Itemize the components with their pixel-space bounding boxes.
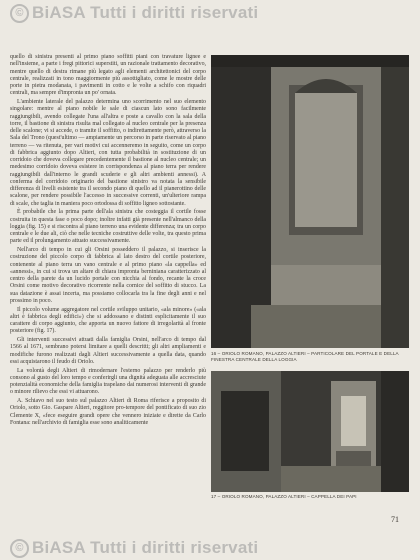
- paragraph-5: Il piccolo volume aggregatore nel cortile sviluppo unitario, «ala minore» («ala altri è fabbrica degli edifici») che si addossano e distinti esplicitamente il suo carattere di corpo aggiunto, che apporta un nuovo fattore di irregolarità al fronte posteriore (fig. 17).: [10, 306, 206, 335]
- paragraph-2: L'ambiente laterale del palazzo determina uno scorrimento nel suo elemento singolare: mentre al piano nobile le sale di ciascun lato sono facilmente raggiungibili, avendo collegate l'una all'altra e poste a cavallo con la sala della torre, il bastione di sinistra risulta mal collegato al nucleo centrale per la presenza delle scalone; vi si accede, o tramite il soffitto, o indirettamente però, attraverso la Sala del Trono (quest'ultimo — ampiamente un percorso in parte riservato al piano terreno — va ritenuta, per vari motivi cui accenneremo in seguito, come un corpo di fabbrica aggiunto dopo Altieri, con tutta probabilità in sostituzione di un corridoio che doveva collegare precedentemente il bastione al nucleo centrale; un medesimo corridoio doveva esistere in corrispondenza al piano terra per rendere raggiungibili dall'interno le grandi scuderie e gli altri ambienti annessi). A conferma del corridoio originario del bastione sinistro va notata la sensibile differenza di livelli esistente tra il secondo piano di quello ad il pianerottino delle scalone, per rendere possibile l'accesso in successive correnti, un'ulteriore rampa di scale, che taglia in maniera poco ortodossa di soffitto ligneo sottostante.: [10, 99, 206, 207]
- photo-cappella-dei-papi: [211, 371, 409, 492]
- watermark-bottom-text: BiASA Tutti i diritti riservati: [32, 538, 259, 557]
- caption-figure-17: 17 – ORIOLO ROMANO, PALAZZO ALTIERI – CAPPELLA DEI PAPI: [211, 494, 357, 499]
- copyright-logo-icon: ©: [10, 539, 29, 558]
- caption-figure-16: 16 – ORIOLO ROMANO, PALAZZO ALTIERI – PARTICOLARE DEL PORTALE E DELLA FINESTRA CENTRALE DELLA LOGGIA: [211, 351, 399, 362]
- watermark-bottom: [10, 538, 258, 558]
- paragraph-1: quello di sinistra presenti al primo piano soffitti piani con travature lignee e nell'insieme, a parte i fregi pittorici superstiti, un razionale trattamento decorativo, mentre quello di destra rimane più legato agli elementi architettonici del corpo centrale, realizzati in tono maggiormente più assottigliato, come le mostre delle porte in pietra modanata, i pavimenti in cotto e le volte a schifo con riquadri centrali, ma sempre d'impronta un po' ornata.: [10, 54, 206, 97]
- photo-portal-loggia: [211, 55, 409, 348]
- copyright-logo-icon: ©: [10, 4, 29, 23]
- watermark-top-text: BiASA Tutti i diritti riservati: [32, 3, 259, 22]
- paragraph-7: La volontà degli Altieri di rimodernare l'esterno palazzo per renderlo più consono al gusto del loro tempo e conferirgli una dignità adeguata alle accresciute potenzialità economiche della famiglia trapelano dai numerosi interventi di grande o minore rilievo che essi vi attuarono.: [10, 367, 206, 396]
- paragraph-3: È probabile che la prima parte dell'ala sinistra che costeggia il cortile fosse costruita in questa fase o poco dopo; inoltre infatti già presente nell'almanco della loggia (fig. 15) e si riscontra al piano terreno una evidente differenza; tra un corpo centrale e le due ali, ciò che nelle tecniche costruttive delle volte, tra questo prima parte ed il prolungamento attuato successivamente.: [10, 209, 206, 245]
- watermark-top: [10, 3, 258, 23]
- photo-cappella-image: [211, 371, 409, 492]
- page-number: 71: [391, 515, 399, 524]
- body-text-column: [10, 54, 206, 429]
- paragraph-4: Nell'arco di tempo in cui gli Orsini posseddero il palazzo, si inserisce la costruzione del piccolo corpo di fabbrica al lato destro del cortile posteriore, contenente al piano terra un vano centrale e al primo piano «la cappella» ed «annessi», in cui si trova un altare di chiara impronta berniniana caratterizzato al centro della parete da un lucido portale con nicchia al fondo, recante la croce Orsini come motivo decorativo ricorrente nella cornice del soffitto di stucco. La sua datazione è assai incerta, ma possiamo collocarla tra la fine degli anni e nel prossimo in poco.: [10, 247, 206, 304]
- paragraph-6: Gli interventi successivi attuati dalla famiglia Orsini, nell'arco di tempo dal 1566 al 1671, sembrano potersi limitare a quelli descritti; gli altri ampliamenti e modifiche furono realizzati dagli Altieri successivamente a quella data, quando essi acquistarono il feudo di Oriolo.: [10, 337, 206, 365]
- photo-portal-loggia-image: [211, 55, 409, 348]
- paragraph-8: A. Schiavo nel suo testo sul palazzo Altieri di Roma riferisce a proposito di Oriolo, sotto Gio. Gaspare Altieri, reggitore pro-tempore del pontificato di suo zio Clemente X, «fece eseguire grandi opere che vennero iniziate e dirette da Carlo Fontana: nell'archivio di famiglia esse sono analiticamente: [10, 398, 206, 426]
